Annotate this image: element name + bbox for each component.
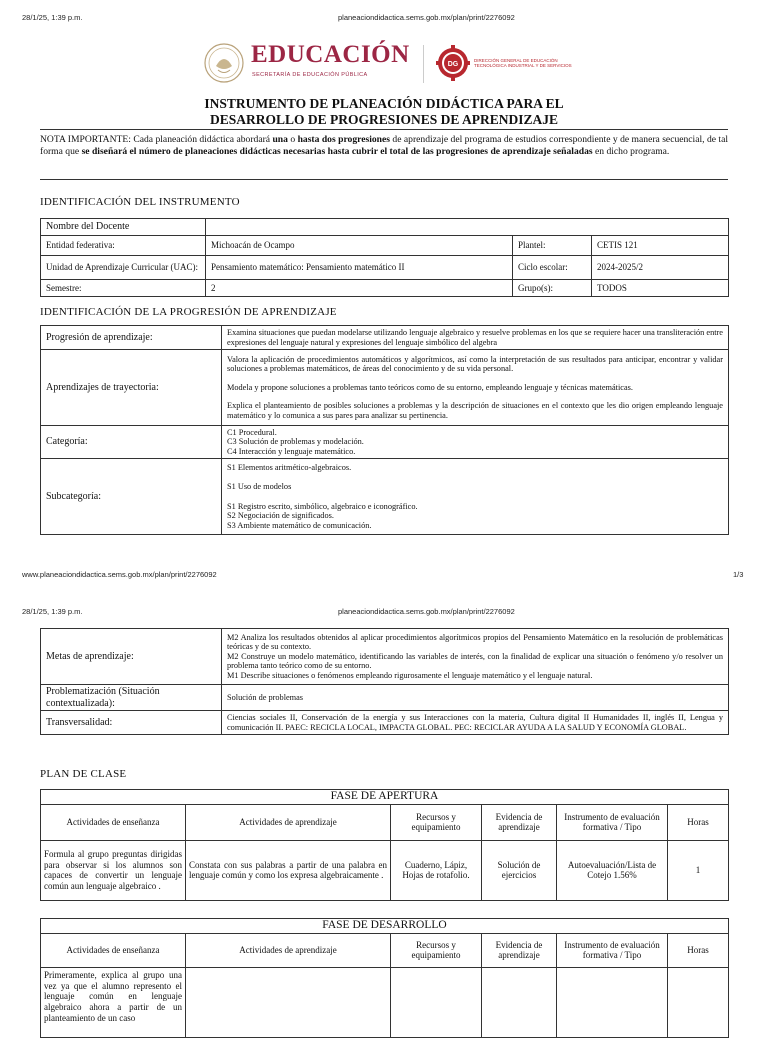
- dgeti-logo-text: [474, 58, 572, 69]
- footer-url[interactable]: www.planeaciondidactica.sems.gob.mx/plan/print/2276092: [22, 570, 217, 579]
- plantel-value: CETIS 121: [592, 236, 729, 256]
- header-evidencia-desarrollo: Evidencia de aprendizaje: [482, 933, 557, 967]
- header-horas: Horas: [668, 804, 729, 840]
- print-url-page2: planeaciondidactica.sems.gob.mx/plan/print/2276092: [338, 607, 515, 616]
- subcategoria-line4: S2 Negociación de significados.: [227, 511, 334, 521]
- print-datetime-page2: 28/1/25, 1:39 p.m.: [22, 607, 83, 616]
- header-recursos-desarrollo: Recursos y equipamiento: [391, 933, 482, 967]
- transversalidad-value: Ciencias sociales II, Conservación de la energía y sus Interacciones con la materia, Cultura digital II Humanidades II, inglés II, Lengua y comunicación II. PAEC: RECICLA LOCAL, IMPACTA GLOBAL. PEC: RECICLAR AYUDA A LA SALUD Y ECONOMÍA GLOBAL.: [222, 711, 729, 735]
- problematizacion-value: Solución de problemas: [222, 685, 729, 711]
- title-line1: INSTRUMENTO DE PLANEACIÓN DIDÁCTICA PARA EL: [204, 96, 564, 111]
- note-bold-3: se diseñará el número de planeaciones didácticas necesarias hasta cubrir el total de las progresiones de aprendizaje señaladas: [81, 145, 593, 157]
- header-aprendizaje: Actividades de aprendizaje: [186, 804, 391, 840]
- entidad-label: Entidad federativa:: [41, 236, 206, 256]
- categoria-line2: C3 Solución de problemas y modelación.: [227, 437, 364, 447]
- categoria-line1: C1 Procedural.: [227, 427, 277, 437]
- header-ensenanza-desarrollo: Actividades de enseñanza: [41, 933, 186, 967]
- dgeti-line2: TECNOLÓGICA INDUSTRIAL Y DE SERVICIOS: [474, 63, 572, 69]
- educacion-logo-text: EDUCACIÓN: [251, 41, 410, 68]
- mexico-seal-icon: [203, 42, 245, 84]
- dgeti-line1: DIRECCIÓN GENERAL DE EDUCACIÓN: [474, 58, 558, 63]
- header-instrumento-desarrollo: Instrumento de evaluación formativa / Tipo: [557, 933, 668, 967]
- desarrollo-aprendizaje: [186, 967, 391, 1037]
- trayectoria-value: [222, 350, 729, 426]
- desarrollo-instrumento: [557, 967, 668, 1037]
- logo-divider: [423, 45, 424, 83]
- note-text-3: de aprendizaje del programa de estudios correspondiente y de manera secuencial, de tal forma que: [40, 134, 729, 157]
- metas-line1: M2 Analiza los resultados obtenidos al aplicar procedimientos algorítmicos propios del Pensamiento Matemático en la resolución de problemáticas teóricas y de su contexto.: [227, 632, 723, 652]
- dgeti-badge-text: DG: [447, 61, 459, 68]
- metas-line2: M2 Construye un modelo matemático, identificando las variables de interés, con la finalidad de explicar una situación o fenómeno y/o resolver un problema tanto teórico como de su entorno.: [227, 651, 723, 671]
- problematizacion-label: Problematización (Situación contextualizada):: [41, 685, 222, 711]
- metas-value: [222, 629, 729, 685]
- title-line2: DESARROLLO DE PROGRESIONES DE APRENDIZAJE: [209, 112, 559, 127]
- uac-label: Unidad de Aprendizaje Curricular (UAC):: [41, 256, 206, 280]
- metas-label: Metas de aprendizaje:: [41, 629, 222, 685]
- dgeti-gear-icon: [436, 44, 470, 82]
- entidad-value: Michoacán de Ocampo: [206, 236, 513, 256]
- print-datetime: 28/1/25, 1:39 p.m.: [22, 13, 83, 22]
- note-bold-1: una: [272, 134, 288, 145]
- desarrollo-recursos: [391, 967, 482, 1037]
- note-bold-2: hasta dos progresiones: [297, 134, 391, 145]
- semestre-value: 2: [206, 280, 513, 297]
- print-url: planeaciondidactica.sems.gob.mx/plan/print/2276092: [338, 13, 515, 22]
- desarrollo-evidencia: [482, 967, 557, 1037]
- header-evidencia: Evidencia de aprendizaje: [482, 804, 557, 840]
- plantel-label: Plantel:: [513, 236, 592, 256]
- categoria-value: [222, 426, 729, 459]
- ciclo-value: 2024-2025/2: [592, 256, 729, 280]
- section-progresion-title: IDENTIFICACIÓN DE LA PROGRESIÓN DE APRENDIZAJE: [40, 306, 337, 318]
- desarrollo-ensenanza: Primeramente, explica al grupo una vez ya que el alumno represento el lenguaje común en lenguaje algebraico ahora a partir de un planteamiento de un caso: [41, 967, 186, 1037]
- subcategoria-label: Subcategoría:: [41, 459, 222, 535]
- subcategoria-line2: S1 Uso de modelos: [227, 482, 292, 492]
- categoria-line3: C4 Interacción y lenguaje matemático.: [227, 446, 356, 456]
- metas-line3: M1 Describe situaciones o fenómenos empleando rigurosamente el lenguaje matemático y el lenguaje natural.: [227, 670, 593, 680]
- note-label: NOTA IMPORTANTE:: [40, 134, 131, 145]
- important-note: [40, 134, 728, 157]
- metas-table: [40, 628, 729, 735]
- fase-desarrollo-table: [40, 918, 729, 1038]
- transversalidad-label: Transversalidad:: [41, 711, 222, 735]
- semestre-label: Semestre:: [41, 280, 206, 297]
- subcategoria-line3: S1 Registro escrito, simbólico, algebraico e iconográfico.: [227, 501, 418, 511]
- identificacion-table: [40, 218, 729, 297]
- apertura-aprendizaje: Constata con sus palabras a partir de una palabra en lenguaje común y como los expresa algebraicamente .: [186, 840, 391, 900]
- fase-apertura-table: [40, 789, 729, 901]
- subcategoria-line1: S1 Elementos aritmético-algebraicos.: [227, 462, 352, 472]
- docente-value: [206, 219, 729, 236]
- note-text-4: en dicho programa.: [592, 145, 670, 157]
- plan-de-clase-title: PLAN DE CLASE: [40, 768, 127, 780]
- apertura-horas: 1: [668, 840, 729, 900]
- header-aprendizaje-desarrollo: Actividades de aprendizaje: [186, 933, 391, 967]
- trayectoria-p3: Explica el planteamiento de posibles soluciones a problemas y la descripción de situaciones en el contexto que les dio origen empleando lenguaje matemático y lo comunica a sus pares para analizar su pertinencia.: [227, 401, 723, 420]
- note-text-2: o: [287, 134, 298, 145]
- ciclo-label: Ciclo escolar:: [513, 256, 592, 280]
- desarrollo-horas: [668, 967, 729, 1037]
- trayectoria-p2: Modela y propone soluciones a problemas tanto teóricos como de su entorno, empleando lenguaje y técnicas matemáticas.: [227, 382, 633, 392]
- sep-logo-text: SECRETARÍA DE EDUCACIÓN PÚBLICA: [252, 72, 368, 78]
- subcategoria-line5: S3 Ambiente matemático de comunicación.: [227, 520, 372, 530]
- title-divider: [40, 129, 728, 130]
- trayectoria-p1: Valora la aplicación de procedimientos automáticos y algorítmicos, así como la interpretación de sus resultados para anticipar, encontrar y validar soluciones a problemas matemáticos, de áreas del conocimiento y de su vida personal.: [227, 354, 723, 374]
- page-indicator: 1/3: [733, 570, 744, 579]
- grupo-value: TODOS: [592, 280, 729, 297]
- apertura-evidencia: Solución de ejercicios: [482, 840, 557, 900]
- header-recursos: Recursos y equipamiento: [391, 804, 482, 840]
- progresion-value: Examina situaciones que puedan modelarse utilizando lenguaje algebraico y resuelve problemas en los que se requiere hacer una transliteración entre expresiones del lenguaje natural y expresiones del lenguaje simbólico del algebra: [222, 326, 729, 350]
- header-instrumento: Instrumento de evaluación formativa / Tipo: [557, 804, 668, 840]
- document-title: [40, 96, 728, 128]
- uac-value: Pensamiento matemático: Pensamiento matemático II: [206, 256, 513, 280]
- docente-label: Nombre del Docente: [41, 219, 206, 236]
- progresion-table: [40, 325, 729, 535]
- section-identificacion-title: IDENTIFICACIÓN DEL INSTRUMENTO: [40, 196, 240, 208]
- header-horas-desarrollo: Horas: [668, 933, 729, 967]
- progresion-label: Progresión de aprendizaje:: [41, 326, 222, 350]
- apertura-instrumento: Autoevaluación/Lista de Cotejo 1.56%: [557, 840, 668, 900]
- fase-desarrollo-title: FASE DE DESARROLLO: [41, 919, 729, 934]
- categoria-label: Categoría:: [41, 426, 222, 459]
- subcategoria-value: [222, 459, 729, 535]
- trayectoria-label: Aprendizajes de trayectoria:: [41, 350, 222, 426]
- note-text-1: Cada planeación didáctica abordará: [130, 134, 273, 145]
- fase-apertura-title: FASE DE APERTURA: [41, 790, 729, 805]
- apertura-recursos: Cuaderno, Lápiz, Hojas de rotafolio.: [391, 840, 482, 900]
- note-divider: [40, 179, 728, 180]
- grupo-label: Grupo(s):: [513, 280, 592, 297]
- apertura-ensenanza: Formula al grupo preguntas dirigidas para observar si los alumnos son capaces de convertir un lenguaje común aun lenguaje algebraico .: [41, 840, 186, 900]
- header-ensenanza: Actividades de enseñanza: [41, 804, 186, 840]
